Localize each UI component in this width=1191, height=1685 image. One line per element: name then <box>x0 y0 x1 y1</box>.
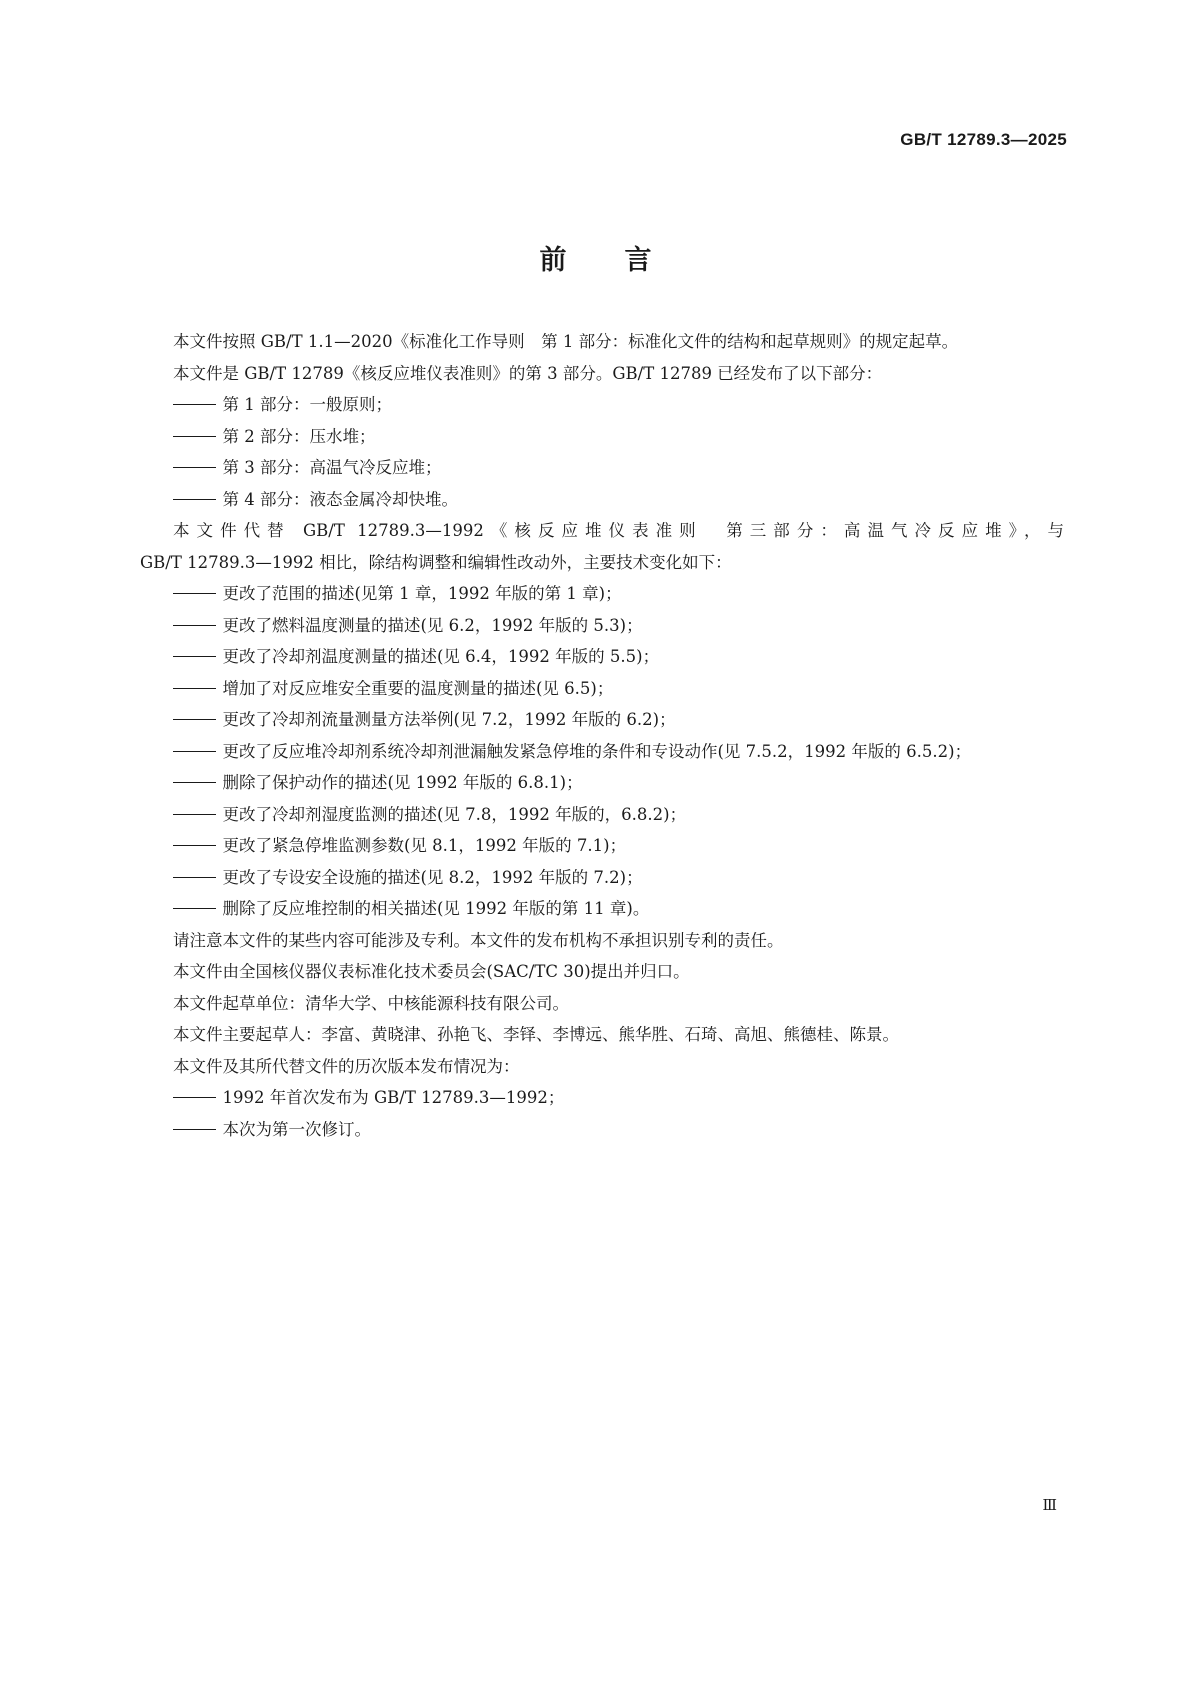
paragraph-history-intro: 本文件及其所代替文件的历次版本发布情况为： <box>173 1056 520 1076</box>
standard-code: GB/T 12789.3—2025 <box>900 130 1067 149</box>
dash-mark <box>173 767 223 799</box>
list-item-change: 增加了对反应堆安全重要的温度测量的描述(见 6.5)； <box>173 673 1064 705</box>
page-title: 前言 <box>539 245 710 276</box>
paragraph-replacement-line2: GB/T 12789.3—1992 相比，除结构调整和编辑性改动外，主要技术变化如下： <box>140 552 732 572</box>
list-item-change: 删除了保护动作的描述(见 1992 年版的 6.8.1)； <box>173 767 1064 799</box>
dash-mark <box>173 389 223 421</box>
list-item-change: 更改了燃料温度测量的描述(见 6.2，1992 年版的 5.3)； <box>173 610 1064 642</box>
list-item-part: 第 1 部分：一般原则； <box>173 389 1064 421</box>
dash-mark <box>173 641 223 673</box>
dash-mark <box>173 484 223 516</box>
dash-mark <box>173 610 223 642</box>
list-item-change: 更改了专设安全设施的描述(见 8.2，1992 年版的 7.2)； <box>173 862 1064 894</box>
dash-mark <box>173 704 223 736</box>
list-item-history: 1992 年首次发布为 GB/T 12789.3—1992； <box>173 1082 1064 1114</box>
list-item-part: 第 2 部分：压水堆； <box>173 421 1064 453</box>
dash-mark <box>173 578 223 610</box>
paragraph-patent-notice: 请注意本文件的某些内容可能涉及专利。本文件的发布机构不承担识别专利的责任。 <box>173 930 784 950</box>
dash-mark <box>173 673 223 705</box>
paragraph-drafting-rules: 本文件按照 GB/T 1.1—2020《标准化工作导则 第 1 部分：标准化文件的结构和起草规则》的规定起草。 <box>173 332 959 351</box>
dash-mark <box>173 1114 223 1146</box>
dash-mark <box>173 893 223 925</box>
dash-mark <box>173 452 223 484</box>
list-item-change: 更改了范围的描述(见第 1 章，1992 年版的第 1 章)； <box>173 578 1064 610</box>
dash-mark <box>173 736 223 768</box>
list-item-part: 第 3 部分：高温气冷反应堆； <box>173 452 1064 484</box>
list-item-history: 本次为第一次修订。 <box>173 1114 1064 1146</box>
dash-mark <box>173 1082 223 1114</box>
paragraph-series-intro: 本文件是 GB/T 12789《核反应堆仪表准则》的第 3 部分。GB/T 12789 已经发布了以下部分： <box>173 363 883 383</box>
page-number: Ⅲ <box>1042 1496 1057 1514</box>
list-item-change: 删除了反应堆控制的相关描述(见 1992 年版的第 11 章)。 <box>173 893 1064 925</box>
dash-mark <box>173 830 223 862</box>
list-item-change: 更改了紧急停堆监测参数(见 8.1，1992 年版的 7.1)； <box>173 830 1064 862</box>
foreword-body <box>140 326 1064 1145</box>
list-item-change: 更改了冷却剂湿度监测的描述(见 7.8，1992 年版的，6.8.2)； <box>173 799 1064 831</box>
list-item-change: 更改了冷却剂流量测量方法举例(见 7.2，1992 年版的 6.2)； <box>173 704 1064 736</box>
list-item-part: 第 4 部分：液态金属冷却快堆。 <box>173 484 1064 516</box>
list-item-change: 更改了反应堆冷却剂系统冷却剂泄漏触发紧急停堆的条件和专设动作(见 7.5.2，1992 年版的 6.5.2)； <box>173 736 1064 768</box>
dash-mark <box>173 799 223 831</box>
list-item-change: 更改了冷却剂温度测量的描述(见 6.4，1992 年版的 5.5)； <box>173 641 1064 673</box>
paragraph-drafters: 本文件主要起草人：李富、黄晓津、孙艳飞、李铎、李博远、熊华胜、石琦、高旭、熊德桂、陈景。 <box>173 1025 899 1044</box>
paragraph-replacement-line1: 本文件代替 GB/T 12789.3—1992《核反应堆仪表准则 第三部分：高温气冷反应堆》，与 <box>173 521 1064 540</box>
dash-mark <box>173 421 223 453</box>
paragraph-proposer: 本文件由全国核仪器仪表标准化技术委员会(SAC/TC 30)提出并归口。 <box>173 962 690 981</box>
paragraph-drafting-units: 本文件起草单位：清华大学、中核能源科技有限公司。 <box>173 993 569 1013</box>
dash-mark <box>173 862 223 894</box>
